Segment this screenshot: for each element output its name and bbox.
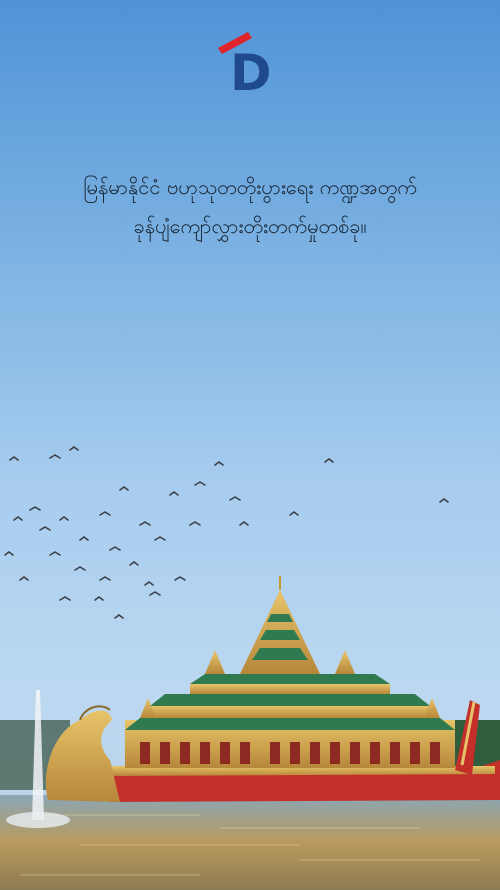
headline-line-1: မြန်မာနိုင်ငံ ဗဟုသုတတိုးပွားရေး ကဏ္ဍအတွက် <box>83 175 417 199</box>
logo-letter: D <box>230 44 272 96</box>
karaweik-palace-illustration <box>0 570 500 890</box>
headline-line-2: ခုန်ပျံကျော်လွှားတိုးတက်မှုတစ်ခု။ <box>133 214 367 238</box>
d-logo-icon <box>208 26 280 96</box>
headline <box>0 168 500 246</box>
